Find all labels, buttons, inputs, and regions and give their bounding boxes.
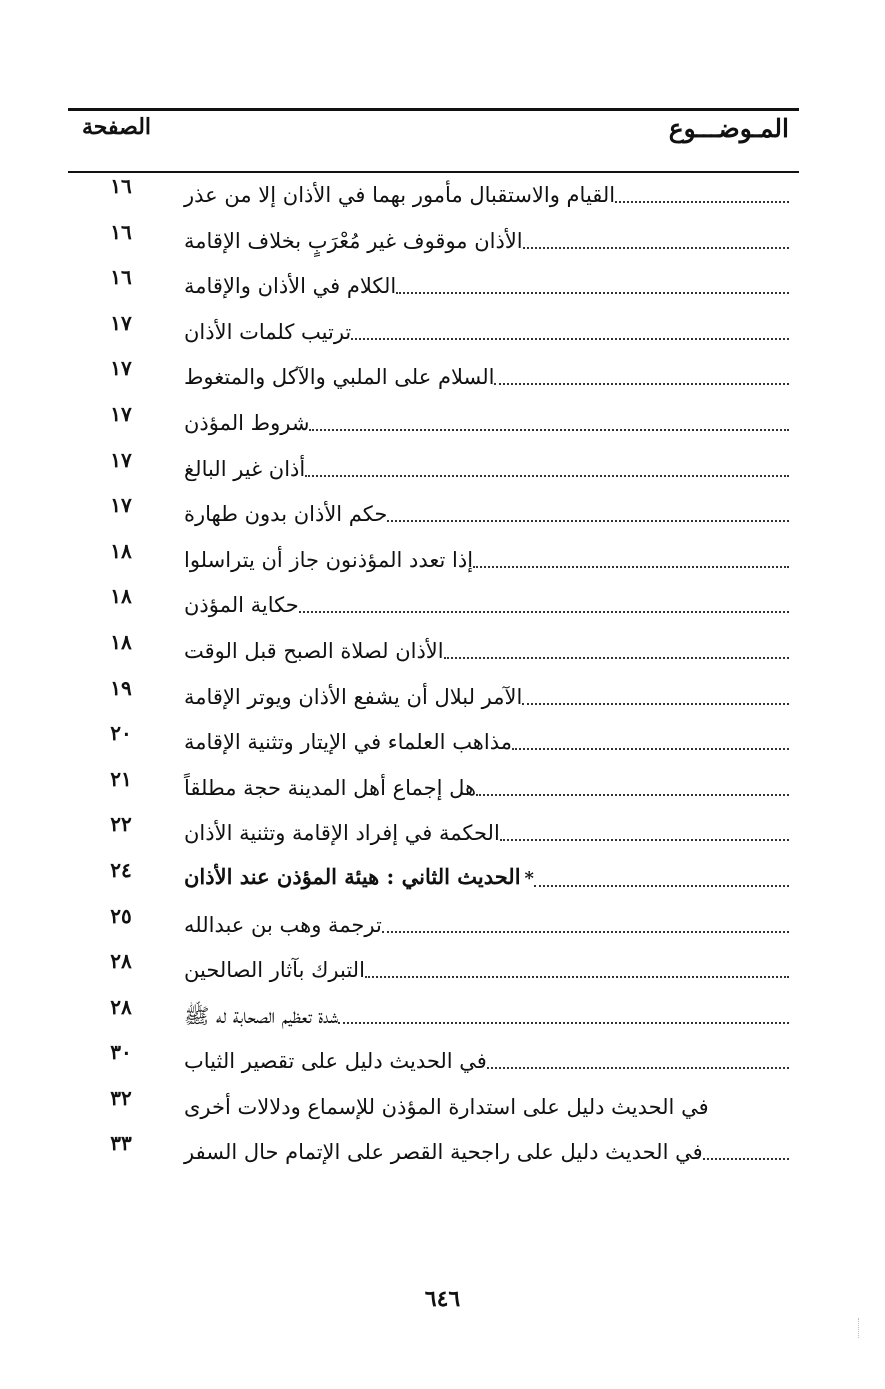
- toc-entry-line: [178, 1084, 789, 1124]
- dot-leader: [512, 748, 789, 750]
- toc-entry-title: [178, 1044, 487, 1078]
- toc-entry-title: [178, 725, 512, 759]
- toc-entry-title: [178, 224, 523, 258]
- toc-entry-line: [178, 856, 789, 896]
- toc-page-number: ١٨: [110, 629, 132, 654]
- toc-entry: [0, 582, 885, 628]
- toc-page-number: ١٧: [110, 493, 132, 518]
- toc-entry: [0, 172, 885, 218]
- dot-leader: [382, 931, 789, 933]
- toc-entry-line: [178, 263, 789, 303]
- toc-entry: [0, 1084, 885, 1130]
- toc-entry-title: [178, 269, 396, 303]
- toc-entry-line: [178, 628, 789, 668]
- toc-entry-title: [178, 1135, 703, 1169]
- asterisk-icon: *: [524, 867, 534, 889]
- toc-entry-line: [178, 1129, 789, 1169]
- toc-entry-text: شروط المؤذن: [184, 410, 310, 435]
- toc-entry-text: التبرك بآثار الصالحين: [184, 958, 365, 983]
- toc-entry-title: [178, 1090, 709, 1124]
- toc-entry: [0, 810, 885, 856]
- toc-page-number: ٢٤: [110, 857, 132, 882]
- toc-entry: [0, 628, 885, 674]
- dot-leader: [309, 429, 789, 431]
- toc-entry-text: الكلام في الأذان والإقامة: [184, 274, 397, 299]
- toc-page-number: ١٧: [110, 310, 132, 335]
- toc-entry-title: [178, 953, 365, 987]
- toc-page-number: ٢١: [110, 766, 132, 791]
- toc-entry-title: [178, 452, 305, 486]
- toc-entry-text: الأذان موقوف غير مُعْرَبٍ بخلاف الإقامة: [184, 228, 523, 253]
- dot-leader: [522, 703, 789, 705]
- toc-entry: [0, 765, 885, 811]
- toc-entry-line: [178, 537, 789, 577]
- toc-page-number: ١٧: [110, 356, 132, 381]
- toc-page-number: ١٨: [110, 538, 132, 563]
- dot-leader: [473, 566, 789, 568]
- toc-page-number: ٢٠: [110, 721, 132, 746]
- toc-entry-line: [178, 400, 789, 440]
- toc-page-number: ٣٢: [110, 1085, 132, 1110]
- toc-entry-line: [178, 309, 789, 349]
- toc-entry-line: [178, 446, 789, 486]
- toc-entry: [0, 446, 885, 492]
- toc-entry: [0, 1129, 885, 1175]
- dot-leader: [305, 475, 789, 477]
- toc-page-number: ٣٣: [110, 1131, 132, 1156]
- toc-entry-text: القيام والاستقبال مأمور بهما في الأذان إلا من عذر: [184, 183, 616, 207]
- toc-entry-line: [178, 172, 789, 212]
- toc-page-number: ١٧: [110, 401, 132, 426]
- toc-entry: [0, 263, 885, 309]
- toc-entry-line: [178, 947, 789, 987]
- toc-page-number: ١٦: [110, 174, 132, 198]
- toc-entry: [0, 856, 885, 902]
- toc-entry: [0, 309, 885, 355]
- toc-entry: [0, 491, 885, 537]
- dot-leader: [500, 839, 789, 841]
- toc-entry-line: [178, 719, 789, 759]
- toc-entry-line: [178, 354, 789, 394]
- toc-entry: [0, 719, 885, 765]
- toc-entry-text: في الحديث دليل على تقصير الثياب: [184, 1049, 487, 1074]
- toc-page-number: ١٩: [110, 675, 132, 700]
- toc-entry-text: الأذان لصلاة الصبح قبل الوقت: [184, 638, 444, 663]
- toc-entry-text: شدة تعظيم الصحابة له ﷺ: [184, 1003, 339, 1028]
- toc-entry-text: الحكمة في إفراد الإقامة وتثنية الأذان: [184, 821, 500, 846]
- toc-page-number: ١٨: [110, 584, 132, 609]
- toc-entry: [0, 902, 885, 948]
- toc-entry-title: [178, 315, 351, 349]
- toc-entry-text: في الحديث دليل على راجحية القصر على الإتمام حال السفر: [184, 1140, 703, 1165]
- scan-mark: [858, 1318, 873, 1338]
- toc-entry-title: [178, 360, 494, 394]
- toc-entry-text: إذا تعدد المؤذنون جاز أن يتراسلوا: [184, 547, 474, 572]
- toc-entry-line: [178, 674, 789, 714]
- toc-entry-text: أذان غير البالغ: [184, 456, 306, 481]
- toc-entry: [0, 218, 885, 264]
- dot-leader: [444, 657, 789, 659]
- toc-page-number: ٣٠: [110, 1040, 132, 1065]
- dot-leader: [494, 383, 789, 385]
- toc-entry-text: ترتيب كلمات الأذان: [184, 319, 352, 344]
- header-top-rule: [68, 108, 799, 111]
- topic-column-header: المـوضـــوع: [668, 114, 789, 143]
- toc-entry: [0, 947, 885, 993]
- dot-leader: [365, 976, 789, 978]
- dot-leader: [338, 1022, 789, 1024]
- toc-entry: [0, 354, 885, 400]
- toc-page-number: ٢٢: [110, 812, 132, 837]
- toc-entry-text: الحديث الثاني : هيئة المؤذن عند الأذان: [184, 863, 521, 889]
- toc-entry-line: [178, 810, 789, 850]
- toc-entry: [0, 400, 885, 446]
- toc-entry-line: [178, 902, 789, 942]
- toc-entry-text: مذاهب العلماء في الإيتار وتثنية الإقامة: [184, 730, 512, 755]
- page-column-header: الصفحة: [82, 114, 152, 140]
- toc-entry-title: [178, 816, 500, 850]
- toc-entry-title: [178, 178, 615, 212]
- dot-leader: [476, 794, 789, 796]
- toc-entry: [0, 993, 885, 1039]
- toc-entry-title: [178, 543, 473, 577]
- toc-entry: [0, 537, 885, 583]
- toc-entry-line: [178, 491, 789, 531]
- toc-entry-title: [178, 860, 534, 896]
- dot-leader: [487, 1067, 789, 1069]
- toc-page-number: ٢٨: [110, 949, 132, 974]
- toc-entry-line: [178, 993, 789, 1033]
- toc-entry-text: حكاية المؤذن: [184, 593, 299, 618]
- toc-entry-title: [178, 680, 522, 714]
- toc-entry-title: [178, 406, 309, 440]
- toc-entry-title: [178, 908, 382, 942]
- dot-leader: [703, 1158, 789, 1160]
- toc-entry-line: [178, 1038, 789, 1078]
- toc-page-number: ١٦: [110, 219, 132, 244]
- toc-entry-text: في الحديث دليل على استدارة المؤذن للإسماع ودلالات أخرى: [184, 1094, 709, 1119]
- dot-leader: [523, 247, 789, 249]
- toc-entry-text: ترجمة وهب بن عبدالله: [184, 912, 382, 937]
- dot-leader: [299, 611, 789, 613]
- toc-page-number: ٢٨: [110, 994, 132, 1019]
- toc-entry-text: هل إجماع أهل المدينة حجة مطلقاً: [184, 775, 477, 800]
- dot-leader: [615, 201, 789, 203]
- toc-entry: [0, 1038, 885, 1084]
- dot-leader: [387, 520, 789, 522]
- page-number: ٦٤٦: [424, 1286, 461, 1312]
- toc-entry-title: [178, 497, 387, 531]
- dot-leader: [351, 338, 789, 340]
- toc-entry-title: [178, 999, 338, 1033]
- toc-entry-line: [178, 582, 789, 622]
- toc-page-number: ١٧: [110, 447, 132, 472]
- toc-entry-line: [178, 765, 789, 805]
- toc-entry-text: الآمر لبلال أن يشفع الأذان ويوتر الإقامة: [184, 684, 523, 709]
- toc-entry: [0, 674, 885, 720]
- toc-entry-text: حكم الأذان بدون طهارة: [184, 502, 388, 527]
- toc-list: [0, 172, 885, 1175]
- toc-entry-text: السلام على الملبي والآكل والمتغوط: [184, 365, 495, 390]
- toc-entry-title: [178, 634, 444, 668]
- toc-entry-title: [178, 588, 299, 622]
- toc-page-number: ٢٥: [110, 903, 132, 928]
- toc-entry-line: [178, 218, 789, 258]
- dot-leader: [534, 885, 789, 887]
- toc-page-number: ١٦: [110, 265, 132, 290]
- dot-leader: [396, 292, 789, 294]
- toc-entry-title: [178, 771, 476, 805]
